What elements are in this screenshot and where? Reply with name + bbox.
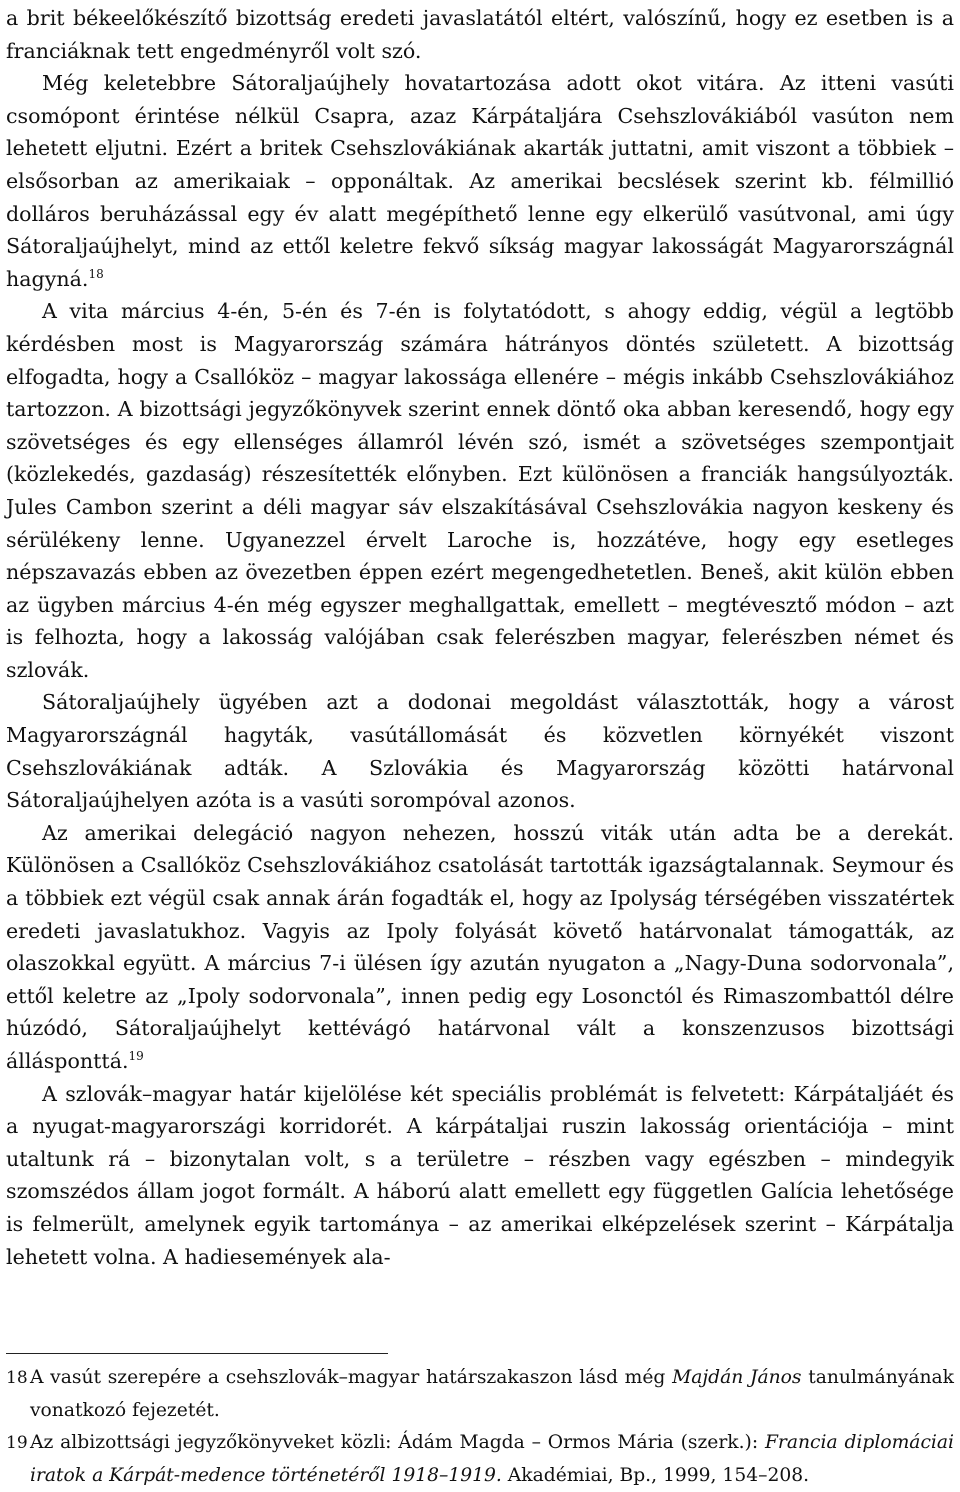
paragraph-text: A szlovák–magyar határ kijelölése két speciális problémát is felvetett: Kárpátaljáét és a nyugat-magyarországi korridorét. A kárpátaljai ruszin lakosság orientációja – mint utaltunk rá – bizonytalan volt, s a területre – részben vagy egészben – mindegyik szomszédos állam jogot formált. A háború alatt emellett egy független Galícia lehetősége is felmerült, amelynek egyik tartománya – az amerikai elképzelések szerint – Kárpátalja lehetett volna. A hadiesemények ala- [6, 1081, 954, 1269]
paragraph-text: Még keletebbre Sátoraljaújhely hovatartozása adott okot vitára. Az itteni vasúti csomópont érintése nélkül Csapra, azaz Kárpátaljára Csehszlovákiából vasúton nem lehetett eljutni. Ezért a britek Csehszlovákiának akarták juttatni, amit viszont a többiek – elsősorban az amerikaiak – opponáltak. Az amerikai becslések szerint kb. félmillió dolláros beruházással egy év alatt megépíthető lenne egy elkerülő vasútvonal, ami úgy Sátoraljaújhelyt, mind az ettől keletre fekvő síkság magyar lakosságát Magyarországnál hagyná. [6, 71, 954, 291]
footnote-text: Akadémiai, Bp., 1999, 154–208. [501, 1464, 810, 1486]
paragraph [6, 2, 954, 67]
paragraph-text: Sátoraljaújhely ügyében azt a dodonai megoldást választották, hogy a várost Magyarországnál hagyták, vasútállomását és közvetlen környékét viszont Csehszlovákiának adták. A Szlovákia és Magyarország közötti határvonal Sátoraljaújhelyen azóta is a vasúti sorompóval azonos. [6, 690, 954, 813]
footnote-text: A vasút szerepére a csehszlovák–magyar határszakaszon lásd még [30, 1367, 673, 1388]
paragraph-text: a brit békeelőkészítő bizottság eredeti javaslatától eltért, valószínű, hogy ez esetben is a franciáknak tett engedményről volt szó. [6, 6, 954, 63]
footnote-text: Az albizottsági jegyzőkönyveket közli: Ádám Magda – Ormos Mária (szerk.): [30, 1432, 765, 1453]
footnote [6, 1362, 954, 1426]
footnote-ref[interactable]: 18 [88, 266, 104, 281]
paragraph-text: Az amerikai delegáció nagyon nehezen, hosszú viták után adta be a derekát. Különösen a Csallóköz Csehszlovákiához csatolását tartották igazságtalannak. Seymour és a többiek ezt végül csak annak árán fogadták el, hogy az Ipolyság térségében visszatértek eredeti javaslatukhoz. Vagyis az Ipoly folyását követő határvonalat támogatták, az olaszokkal együtt. A március 7-i ülésen így azután nyugaton a „Nagy-Duna sodorvonala”, ettől keletre az „Ipoly sodorvonala”, innen pedig egy Losonctól és Rimaszombattól délre húzódó, Sátoraljaújhelyt kettévágó határvonal vált a konszenzusos bizottsági állásponttá. [6, 820, 954, 1073]
paragraph [6, 817, 954, 1078]
footnotes [6, 1362, 954, 1492]
paragraph [6, 686, 954, 816]
paragraph [6, 295, 954, 686]
footnote [6, 1427, 954, 1491]
footnote-text: tanulmányának vonatkozó fejezetét. [30, 1367, 954, 1421]
body-text [6, 2, 954, 1273]
footnote-divider [6, 1353, 388, 1354]
footnote-ref[interactable]: 19 [128, 1049, 144, 1064]
paragraph-text: A vita március 4-én, 5-én és 7-én is folytatódott, s ahogy eddig, végül a legtöbb kérdésben most is Magyarország számára hátrányos döntés született. A bizottság elfogadta, hogy a Csallóköz – magyar lakossága ellenére – mégis inkább Csehszlovákiához tartozzon. A bizottsági jegyzőkönyvek szerint ennek döntő oka abban keresendő, hogy egy szövetséges és egy ellenséges államról lévén szó, ismét a szövetséges szempontjait (közlekedés, gazdaság) részesítették előnyben. Ezt különösen a franciák hangsúlyozták. Jules Cambon szerint a déli magyar sáv elszakításával Csehszlovákia nagyon keskeny és sérülékeny lenne. Ugyanezzel érvelt Laroche is, hozzátéve, hogy egy esetleges népszavazás ebben az övezetben éppen ezért megengedhetetlen. Beneš, akit külön ebben az ügyben március 4-én még egyszer meghallgattak, emellett – megtévesztő módon – azt is felhozta, hogy a lakosság valójában csak felerészben magyar, felerészben német és szlovák. [6, 299, 954, 682]
footnote-italic: Majdán János [672, 1367, 802, 1388]
paragraph [6, 67, 954, 295]
paragraph [6, 1078, 954, 1274]
footnote-number: 19 [6, 1433, 28, 1453]
footnote-italic: Francia diplomáciai iratok a Kárpát-medence történetéről 1918–1919. [30, 1432, 955, 1486]
footnote-number: 18 [6, 1368, 28, 1388]
